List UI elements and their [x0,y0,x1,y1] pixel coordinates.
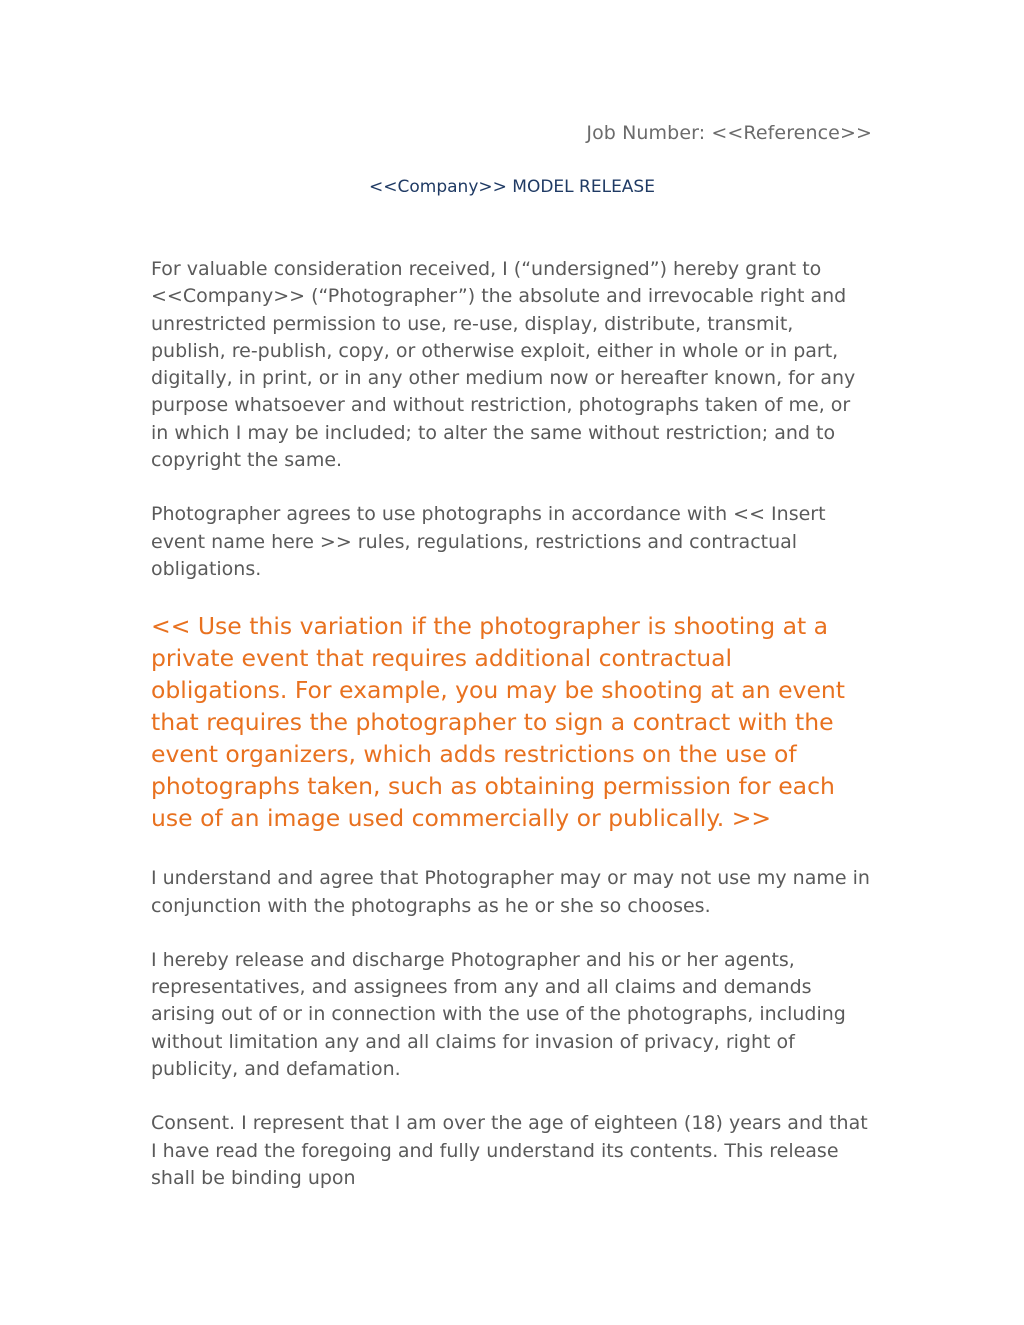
job-number: Job Number: <<Reference>> [586,122,872,144]
paragraph-name-use: I understand and agree that Photographer may or may not use my name in conjunction with the photographs as he or she so chooses. [151,867,870,917]
paragraph-consent: Consent. I represent that I am over the age of eighteen (18) years and that I have read the foregoing and fully understand its contents. This release shall be binding upon [151,1112,868,1189]
paragraph-grant: For valuable consideration received, I (“undersigned”) hereby grant to <<Company>> (“Photographer”) the absolute and irrevocable right and unrestricted permission to use, re-use, display, distribute, transmit, publish, re-publish, copy, or otherwise exploit, either in whole or in part, digitally, in print, or in any other medium now or hereafter known, for any purpose whatsoever and without restriction, photographs taken of me, or in which I may be included; to alter the same without restriction; and to copyright the same. [151,258,856,472]
paragraph-event-terms: Photographer agrees to use photographs in accordance with << Insert event name here >> rules, regulations, restrictions and contractual obligations. [151,503,826,580]
paragraph-release: I hereby release and discharge Photographer and his or her agents, representatives, and assignees from any and all claims and demands arising out of or in connection with the use of the photographs, including without limitation any and all claims for invasion of privacy, right of publicity, and defamation. [151,948,846,1081]
document-body [151,256,873,1192]
document-title: <<Company>> MODEL RELEASE [369,177,655,197]
paragraph-variation-note: << Use this variation if the photographer is shooting at a private event that requires additional contractual obligations. For example, you may be shooting at an event that requires the photographer to sign a contract with the event organizers, which adds restrictions on the use of photographs taken, such as obtaining permission for each use of an image used commercially or publically. >> [151,612,846,833]
